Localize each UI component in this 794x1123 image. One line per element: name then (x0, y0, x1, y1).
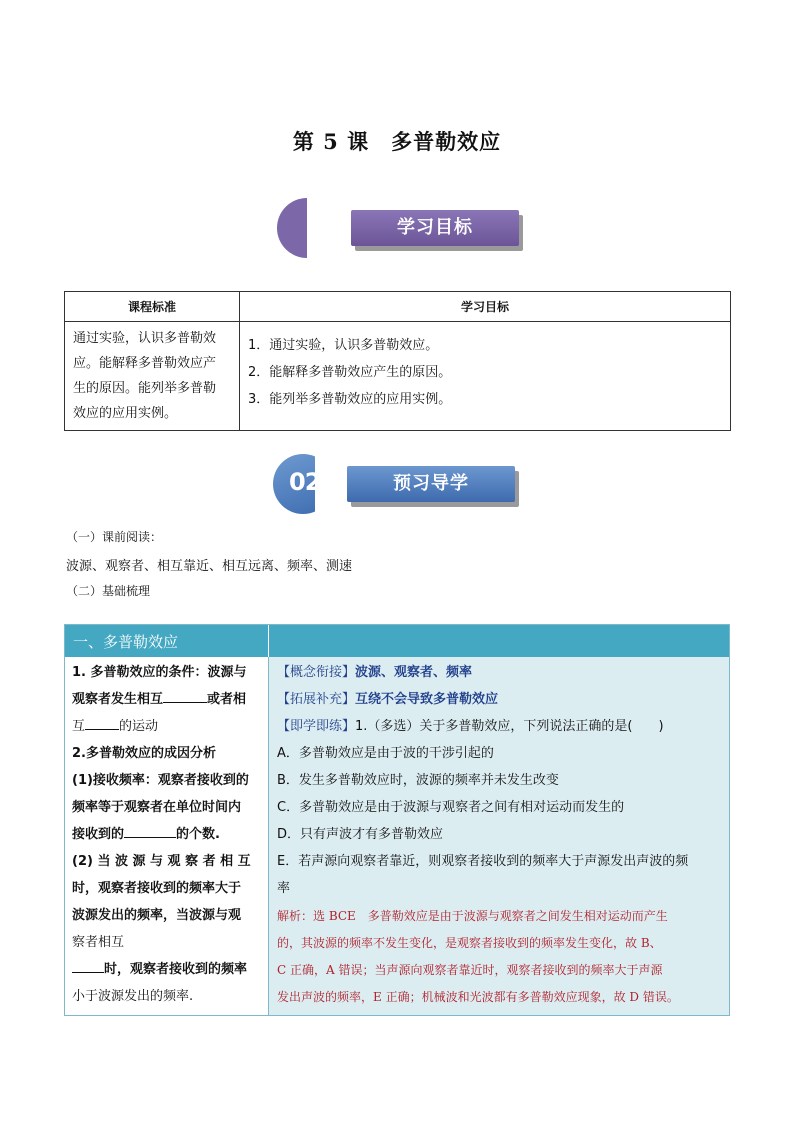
knowledge-line: (1)接收频率：观察者接收到的 (72, 773, 249, 788)
fill-blank[interactable] (163, 690, 207, 703)
fill-blank[interactable] (72, 960, 104, 973)
knowledge-line: 1. 多普勒效应的条件：波源与 (72, 665, 247, 680)
knowledge-line (72, 715, 158, 734)
section-header-title: 一、多普勒效应 (73, 633, 179, 651)
practice-question (277, 715, 664, 734)
knowledge-line: (2) 当 波 源 与 观 察 者 相 互 (72, 854, 251, 869)
knowledge-line (72, 823, 220, 842)
goal-line: 1．通过实验，认识多普勒效应。 (248, 338, 439, 353)
standard-line: 效应的应用实例。 (73, 406, 178, 421)
banner-label: 预习导学 (347, 466, 515, 502)
knowledge-line: 小于波源发出的频率. (72, 989, 194, 1004)
knowledge-line: 波源发出的频率，当波源与观 (72, 908, 242, 923)
option-e-continued: 率 (277, 881, 291, 896)
concept-link-line (277, 661, 472, 680)
text: 的个数. (176, 827, 220, 842)
notes-column (269, 657, 729, 1015)
basics-heading: （二）基础梳理 (66, 584, 151, 598)
goal-line: 3．能列举多普勒效应的应用实例。 (248, 392, 452, 407)
header-learning-goals: 学习目标 (240, 292, 731, 322)
question-text: 1.（多选）关于多普勒效应，下列说法正确的是( ) (355, 719, 664, 734)
answer-explanation: 的，其波源的频率不发生变化，是观察者接收到的频率发生变化，故 B、 (277, 936, 662, 950)
knowledge-line (72, 688, 246, 707)
goal-line: 2．能解释多普勒效应产生的原因。 (248, 365, 452, 380)
option-e[interactable]: E．若声源向观察者靠近，则观察者接收到的频率大于声源发出声波的频 (277, 854, 689, 869)
header-course-standard: 课程标准 (65, 292, 240, 322)
knowledge-line (72, 958, 247, 977)
concept-link-text: 波源、观察者、频率 (355, 665, 473, 680)
knowledge-line: 2.多普勒效应的成因分析 (72, 746, 216, 761)
section-banner-learning-goals (277, 198, 527, 258)
section-header (65, 625, 729, 657)
text: 的运动 (119, 719, 159, 734)
section-banner-preview (273, 454, 523, 514)
fill-blank[interactable] (124, 825, 176, 838)
option-b[interactable]: B．发生多普勒效应时，波源的频率并未发生改变 (277, 773, 559, 788)
practice-tag: 【即学即练】 (277, 719, 356, 734)
extension-line (277, 688, 498, 707)
text: 互 (72, 719, 86, 734)
doppler-section (64, 624, 730, 1016)
standard-line: 应。能解释多普勒效应产 (73, 356, 217, 371)
text: 或者相 (207, 692, 247, 707)
text: 时，观察者接收到的频率 (104, 962, 248, 977)
banner-number: 02 (289, 468, 321, 496)
learning-goals-cell (240, 322, 731, 431)
standard-line: 通过实验，认识多普勒效 (73, 331, 217, 346)
answer-explanation: 发出声波的频率，E 正确；机械波和光波都有多普勒效应现象，故 D 错误。 (277, 990, 679, 1004)
knowledge-line: 频率等于观察者在单位时间内 (72, 800, 242, 815)
course-standard-cell (65, 322, 240, 431)
fill-blank[interactable] (85, 717, 119, 730)
text: 接收到的 (72, 827, 125, 842)
answer-explanation: 解析：选 BCE 多普勒效应是由于波源与观察者之间发生相对运动而产生 (277, 909, 668, 923)
reading-heading: （一）课前阅读： (66, 530, 163, 544)
reading-keywords: 波源、观察者、相互靠近、相互远离、频率、测速 (66, 559, 353, 574)
extension-text: 互绕不会导致多普勒效应 (355, 692, 499, 707)
knowledge-line: 时，观察者接收到的频率大于 (72, 881, 242, 896)
option-a[interactable]: A．多普勒效应是由于波的干涉引起的 (277, 746, 494, 761)
answer-explanation: C 正确，A 错误；当声源向观察者靠近时，观察者接收到的频率大于声源 (277, 963, 663, 977)
extension-tag: 【拓展补充】 (277, 692, 356, 707)
text: 观察者发生相互 (72, 692, 164, 707)
option-c[interactable]: C．多普勒效应是由于波源与观察者之间有相对运动而发生的 (277, 800, 625, 815)
objectives-table (64, 291, 731, 431)
page-title: 第 5 课 多普勒效应 (292, 129, 502, 154)
standard-line: 生的原因。能列举多普勒 (73, 381, 217, 396)
knowledge-column (65, 657, 269, 1015)
option-d[interactable]: D．只有声波才有多普勒效应 (277, 827, 444, 842)
knowledge-line: 察者相互 (72, 935, 125, 950)
banner-label: 学习目标 (351, 210, 519, 246)
concept-link-tag: 【概念衔接】 (277, 665, 356, 680)
